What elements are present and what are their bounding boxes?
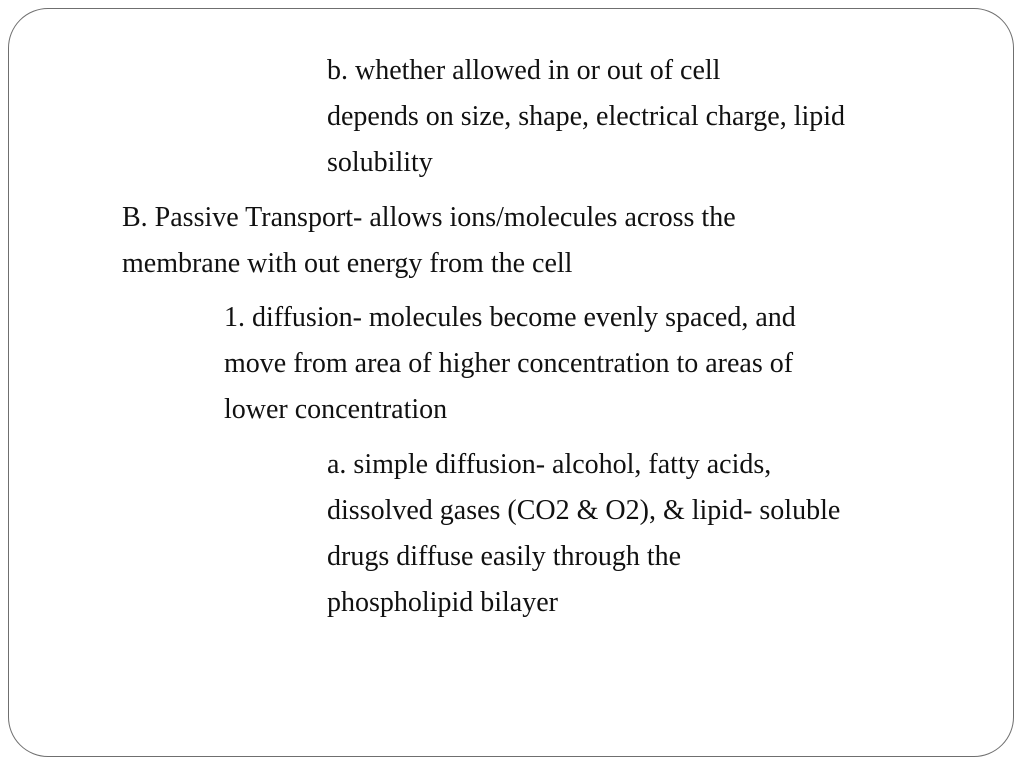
slide-frame: [8, 8, 1014, 757]
text-line: solubility: [327, 147, 433, 178]
outline-item-passive-transport: [122, 195, 736, 287]
text-line: 1. diffusion- molecules become evenly spaced, and: [224, 302, 796, 333]
text-line: drugs diffuse easily through the: [327, 541, 682, 572]
text-line: a. simple diffusion- alcohol, fatty acids,: [327, 449, 772, 480]
text-line: move from area of higher concentration to areas of: [224, 348, 794, 379]
text-line: b. whether allowed in or out of cell: [327, 55, 721, 86]
text-line: B. Passive Transport- allows ions/molecules across the: [122, 202, 736, 233]
text-line: depends on size, shape, electrical charge, lipid: [327, 101, 846, 132]
text-line: dissolved gases (CO2 & O2), & lipid- soluble: [327, 495, 841, 526]
text-line: lower concentration: [224, 394, 448, 425]
outline-item-b-cell-permeability: [327, 48, 845, 186]
text-line: membrane with out energy from the cell: [122, 248, 573, 279]
text-line: phospholipid bilayer: [327, 587, 558, 618]
outline-item-diffusion: [224, 295, 796, 433]
outline-item-simple-diffusion: [327, 442, 840, 626]
